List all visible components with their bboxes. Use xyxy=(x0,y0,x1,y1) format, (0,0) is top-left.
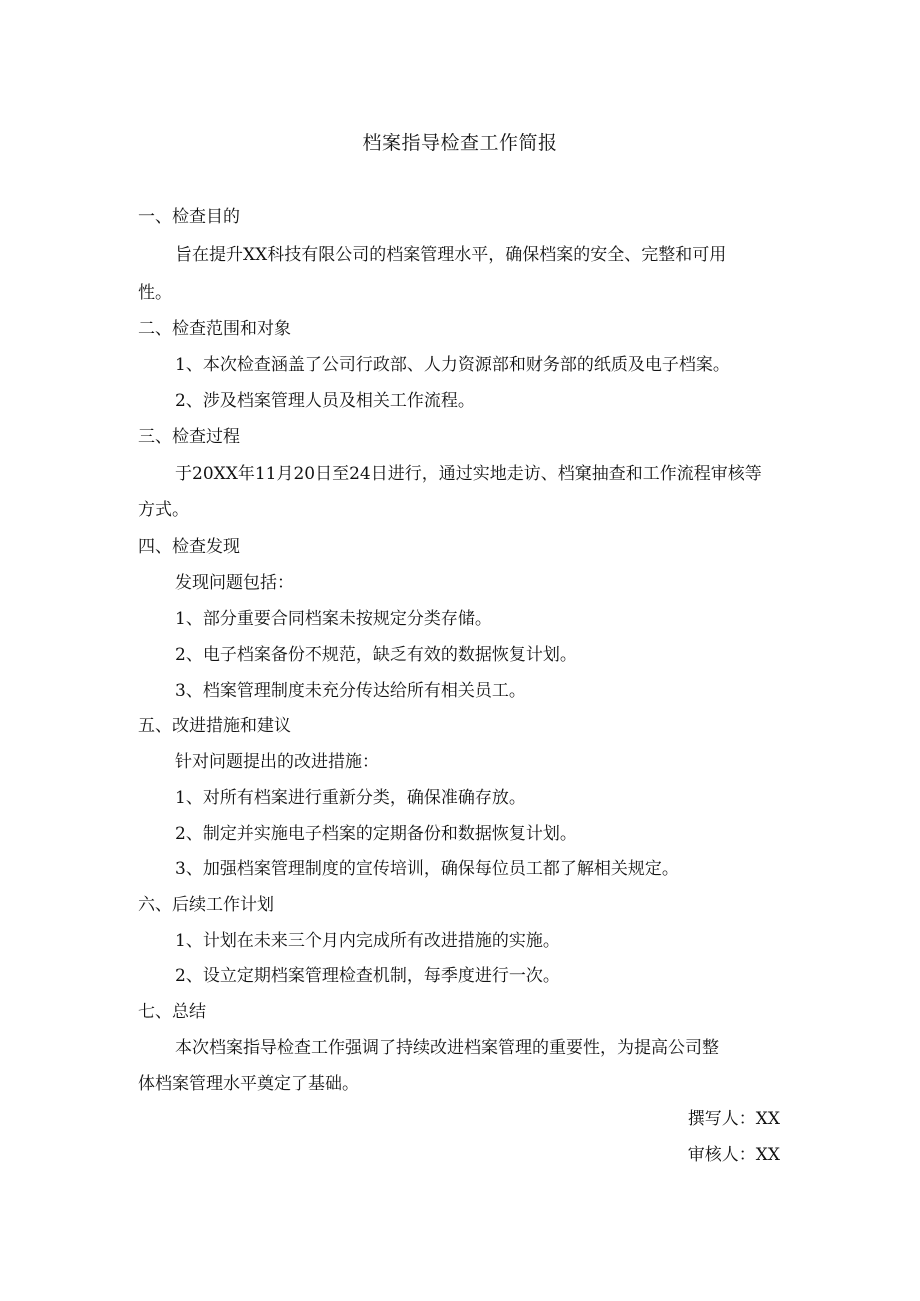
findings-item-2: 2、电子档案备份不规范，缺乏有效的数据恢复计划。 xyxy=(175,645,577,665)
findings-item-1: 1、部分重要合同档案未按规定分类存储。 xyxy=(175,609,492,629)
findings-item-3: 3、档案管理制度未充分传达给所有相关员工。 xyxy=(175,681,526,701)
section-heading-scope: 二、检查范围和对象 xyxy=(138,319,291,339)
section-heading-findings: 四、检查发现 xyxy=(138,537,240,557)
scope-item-2: 2、涉及档案管理人员及相关工作流程。 xyxy=(175,391,475,411)
section-heading-improvements: 五、改进措施和建议 xyxy=(138,716,291,736)
purpose-paragraph-line-2: 性。 xyxy=(138,283,172,303)
summary-paragraph-line-1: 本次档案指导检查工作强调了持续改进档案管理的重要性，为提高公司整 xyxy=(175,1038,719,1058)
document-title: 档案指导检查工作简报 xyxy=(362,132,558,154)
writer-signature: 撰写人：XX xyxy=(687,1109,780,1129)
section-heading-purpose: 一、检查目的 xyxy=(138,207,240,227)
reviewer-signature: 审核人：XX xyxy=(687,1145,780,1165)
improvements-item-2: 2、制定并实施电子档案的定期备份和数据恢复计划。 xyxy=(175,824,577,844)
followup-item-2: 2、设立定期档案管理检查机制，每季度进行一次。 xyxy=(175,966,560,986)
followup-item-1: 1、计划在未来三个月内完成所有改进措施的实施。 xyxy=(175,931,560,951)
section-heading-summary: 七、总结 xyxy=(138,1002,206,1022)
process-paragraph-line-2: 方式。 xyxy=(138,500,189,520)
findings-intro: 发现问题包括： xyxy=(175,573,294,593)
improvements-intro: 针对问题提出的改进措施： xyxy=(175,752,379,772)
improvements-item-1: 1、对所有档案进行重新分类，确保准确存放。 xyxy=(175,788,526,808)
improvements-item-3: 3、加强档案管理制度的宣传培训，确保每位员工都了解相关规定。 xyxy=(175,859,679,879)
process-paragraph-line-1: 于20XX年11月20日至24日进行，通过实地走访、档窠抽查和工作流程审核等 xyxy=(175,464,762,484)
scope-item-1: 1、本次检查涵盖了公司行政部、人力资源部和财务部的纸质及电子档案。 xyxy=(175,355,730,375)
section-heading-followup: 六、后续工作计划 xyxy=(138,895,274,915)
section-heading-process: 三、检查过程 xyxy=(138,427,240,447)
purpose-paragraph-line-1: 旨在提升XX科技有限公司的档案管理水平，确保档案的安全、完整和可用 xyxy=(175,245,727,265)
summary-paragraph-line-2: 体档案管理水平奠定了基础。 xyxy=(138,1074,359,1094)
